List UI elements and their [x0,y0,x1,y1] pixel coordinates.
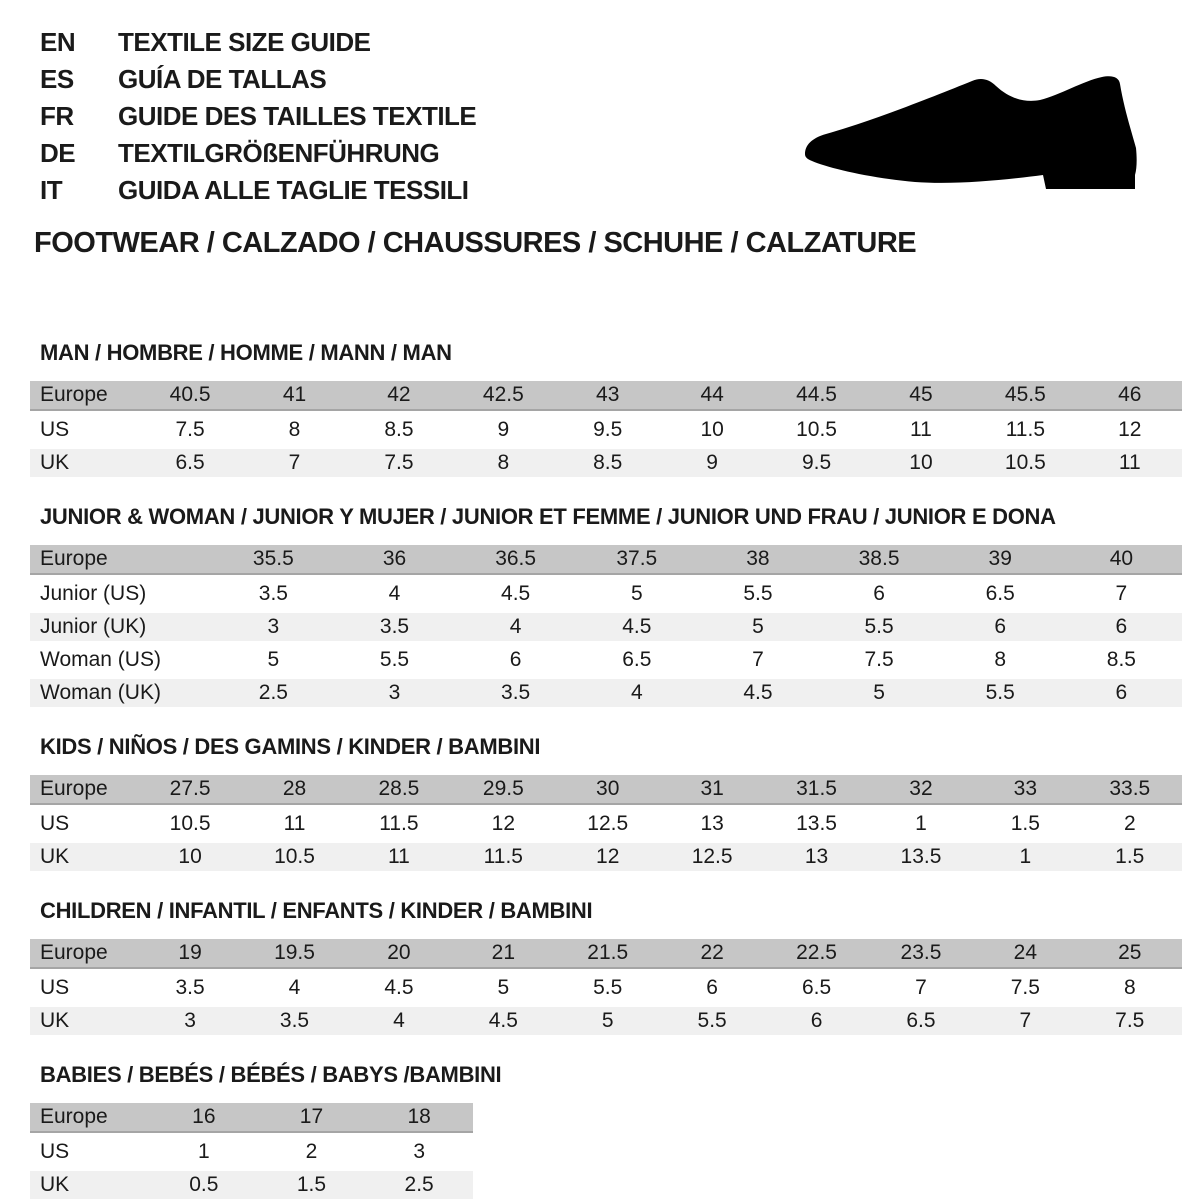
size-value: 17 [258,1103,366,1133]
size-value: 43 [556,381,660,411]
table-row [30,646,1182,674]
size-value: 35.5 [213,545,334,575]
size-value: 4.5 [347,974,451,1002]
size-value: 11 [242,810,346,838]
size-value: 44.5 [764,381,868,411]
size-value: 7 [973,1007,1077,1035]
size-value: 11.5 [973,416,1077,444]
size-value: 5 [576,580,697,608]
size-value: 6.5 [576,646,697,674]
size-value: 3.5 [334,613,455,641]
size-value: 7.5 [138,416,242,444]
size-value: 11 [1078,449,1182,477]
size-value: 21 [451,939,555,969]
row-label: UK [30,1007,138,1035]
table-row [30,416,1182,444]
size-value: 31.5 [764,775,868,805]
size-value: 11.5 [347,810,451,838]
section-title: CHILDREN / INFANTIL / ENFANTS / KINDER / BAMBINI [40,898,593,923]
size-value: 1.5 [1078,843,1182,871]
row-label: Europe [30,381,138,411]
size-value: 24 [973,939,1077,969]
table-row [30,1138,473,1166]
table-row [30,1103,473,1133]
size-value: 44 [660,381,764,411]
size-table-junior-woman [30,540,1182,712]
size-table-kids [30,770,1182,876]
size-value: 6 [764,1007,868,1035]
size-value: 39 [940,545,1061,575]
size-section-junior-woman [30,504,1182,712]
size-section-man [30,340,1182,482]
size-value: 10.5 [138,810,242,838]
size-value: 7.5 [1078,1007,1182,1035]
size-value: 8.5 [556,449,660,477]
size-value: 42 [347,381,451,411]
size-value: 9 [451,416,555,444]
table-row [30,580,1182,608]
header [30,24,1182,260]
size-value: 7 [869,974,973,1002]
size-value: 6 [1061,679,1182,707]
size-value: 4.5 [451,1007,555,1035]
size-value: 6 [819,580,940,608]
size-section-children [30,898,1182,1040]
size-value: 8 [242,416,346,444]
size-value: 36.5 [455,545,576,575]
size-value: 5.5 [334,646,455,674]
size-table-man [30,376,1182,482]
size-value: 10.5 [242,843,346,871]
row-label: US [30,1138,150,1166]
size-value: 40.5 [138,381,242,411]
size-value: 8 [451,449,555,477]
size-value: 6.5 [869,1007,973,1035]
size-value: 7 [1061,580,1182,608]
size-value: 29.5 [451,775,555,805]
size-value: 5 [213,646,334,674]
size-value: 10 [869,449,973,477]
size-value: 7.5 [973,974,1077,1002]
language-label: GUÍA DE TALLAS [118,64,327,94]
size-value: 10 [138,843,242,871]
row-label: UK [30,449,138,477]
size-value: 13.5 [869,843,973,871]
table-row [30,810,1182,838]
size-value: 5.5 [940,679,1061,707]
table-row [30,1007,1182,1035]
size-value: 12.5 [660,843,764,871]
row-label: Europe [30,545,213,575]
size-value: 3 [365,1138,473,1166]
row-label: Junior (UK) [30,613,213,641]
size-value: 18 [365,1103,473,1133]
size-value: 7.5 [819,646,940,674]
size-value: 28 [242,775,346,805]
size-table-children [30,934,1182,1040]
size-value: 5.5 [819,613,940,641]
language-code: DE [40,138,76,168]
language-label: TEXTILGRÖßENFÜHRUNG [118,138,440,168]
size-value: 25 [1078,939,1182,969]
size-value: 5.5 [556,974,660,1002]
size-value: 12 [1078,416,1182,444]
size-value: 11 [869,416,973,444]
size-section-babies [30,1062,1182,1204]
size-value: 7.5 [347,449,451,477]
size-value: 21.5 [556,939,660,969]
language-code: IT [40,175,63,205]
size-value: 4 [576,679,697,707]
size-value: 6 [660,974,764,1002]
size-value: 22 [660,939,764,969]
language-label: TEXTILE SIZE GUIDE [118,27,371,57]
size-value: 10 [660,416,764,444]
size-value: 10.5 [764,416,868,444]
size-value: 20 [347,939,451,969]
size-value: 32 [869,775,973,805]
language-label: GUIDE DES TAILLES TEXTILE [118,101,477,131]
table-row [30,1171,473,1199]
size-value: 41 [242,381,346,411]
table-row [30,613,1182,641]
size-value: 19 [138,939,242,969]
size-value: 1.5 [973,810,1077,838]
row-label: Junior (US) [30,580,213,608]
size-value: 3.5 [455,679,576,707]
language-row [40,24,1182,61]
size-value: 38 [697,545,818,575]
row-label: US [30,974,138,1002]
size-value: 6.5 [940,580,1061,608]
size-value: 33.5 [1078,775,1182,805]
size-value: 45.5 [973,381,1077,411]
size-value: 8.5 [1061,646,1182,674]
size-value: 38.5 [819,545,940,575]
size-value: 9.5 [556,416,660,444]
size-value: 1 [869,810,973,838]
dress-shoe-icon [800,68,1140,198]
section-title: JUNIOR & WOMAN / JUNIOR Y MUJER / JUNIOR ET FEMME / JUNIOR UND FRAU / JUNIOR E DONA [40,504,1056,529]
size-value: 11 [347,843,451,871]
row-label: UK [30,843,138,871]
language-code: FR [40,101,74,131]
size-value: 45 [869,381,973,411]
size-value: 2 [258,1138,366,1166]
size-value: 3 [334,679,455,707]
table-row [30,381,1182,411]
size-value: 30 [556,775,660,805]
size-value: 5 [819,679,940,707]
size-value: 4.5 [576,613,697,641]
size-value: 5.5 [660,1007,764,1035]
row-label: Woman (US) [30,646,213,674]
size-value: 31 [660,775,764,805]
language-label: GUIDA ALLE TAGLIE TESSILI [118,175,469,205]
size-value: 28.5 [347,775,451,805]
size-value: 6 [455,646,576,674]
size-value: 1.5 [258,1171,366,1199]
size-value: 8 [940,646,1061,674]
size-value: 8.5 [347,416,451,444]
table-row [30,679,1182,707]
size-value: 6.5 [764,974,868,1002]
size-value: 5 [556,1007,660,1035]
size-value: 2.5 [365,1171,473,1199]
size-value: 5.5 [697,580,818,608]
size-value: 6 [1061,613,1182,641]
size-tables [30,340,1182,1204]
size-value: 12 [556,843,660,871]
size-value: 9.5 [764,449,868,477]
size-value: 6.5 [138,449,242,477]
size-value: 12 [451,810,555,838]
size-value: 3.5 [138,974,242,1002]
size-value: 9 [660,449,764,477]
size-value: 27.5 [138,775,242,805]
row-label: Woman (UK) [30,679,213,707]
size-value: 5 [697,613,818,641]
size-value: 13.5 [764,810,868,838]
language-code: EN [40,27,76,57]
size-value: 37.5 [576,545,697,575]
size-value: 4 [334,580,455,608]
size-value: 10.5 [973,449,1077,477]
row-label: US [30,810,138,838]
size-value: 19.5 [242,939,346,969]
size-value: 46 [1078,381,1182,411]
table-row [30,843,1182,871]
section-title: BABIES / BEBÉS / BÉBÉS / BABYS /BAMBINI [40,1062,502,1087]
size-value: 0.5 [150,1171,258,1199]
table-row [30,974,1182,1002]
size-value: 23.5 [869,939,973,969]
size-value: 4.5 [455,580,576,608]
language-code: ES [40,64,74,94]
size-value: 4 [455,613,576,641]
size-value: 5 [451,974,555,1002]
size-value: 2.5 [213,679,334,707]
size-value: 3.5 [242,1007,346,1035]
row-label: Europe [30,939,138,969]
size-value: 3 [213,613,334,641]
table-row [30,545,1182,575]
category-line: FOOTWEAR / CALZADO / CHAUSSURES / SCHUHE / CALZATURE [34,227,917,259]
size-value: 6 [940,613,1061,641]
table-row [30,449,1182,477]
size-table-babies [30,1098,473,1204]
row-label: Europe [30,775,138,805]
size-value: 4 [347,1007,451,1035]
size-value: 11.5 [451,843,555,871]
size-value: 3.5 [213,580,334,608]
size-value: 33 [973,775,1077,805]
row-label: UK [30,1171,150,1199]
size-value: 7 [242,449,346,477]
size-value: 3 [138,1007,242,1035]
size-value: 2 [1078,810,1182,838]
size-value: 7 [697,646,818,674]
size-value: 13 [660,810,764,838]
size-section-kids [30,734,1182,876]
size-value: 4.5 [697,679,818,707]
size-value: 42.5 [451,381,555,411]
size-value: 8 [1078,974,1182,1002]
row-label: Europe [30,1103,150,1133]
table-row [30,775,1182,805]
size-value: 12.5 [556,810,660,838]
size-value: 40 [1061,545,1182,575]
section-title: KIDS / NIÑOS / DES GAMINS / KINDER / BAMBINI [40,734,541,759]
size-value: 22.5 [764,939,868,969]
size-value: 1 [973,843,1077,871]
size-value: 13 [764,843,868,871]
size-value: 16 [150,1103,258,1133]
size-value: 1 [150,1138,258,1166]
section-title: MAN / HOMBRE / HOMME / MANN / MAN [40,340,452,365]
table-row [30,939,1182,969]
size-value: 4 [242,974,346,1002]
row-label: US [30,416,138,444]
size-value: 36 [334,545,455,575]
